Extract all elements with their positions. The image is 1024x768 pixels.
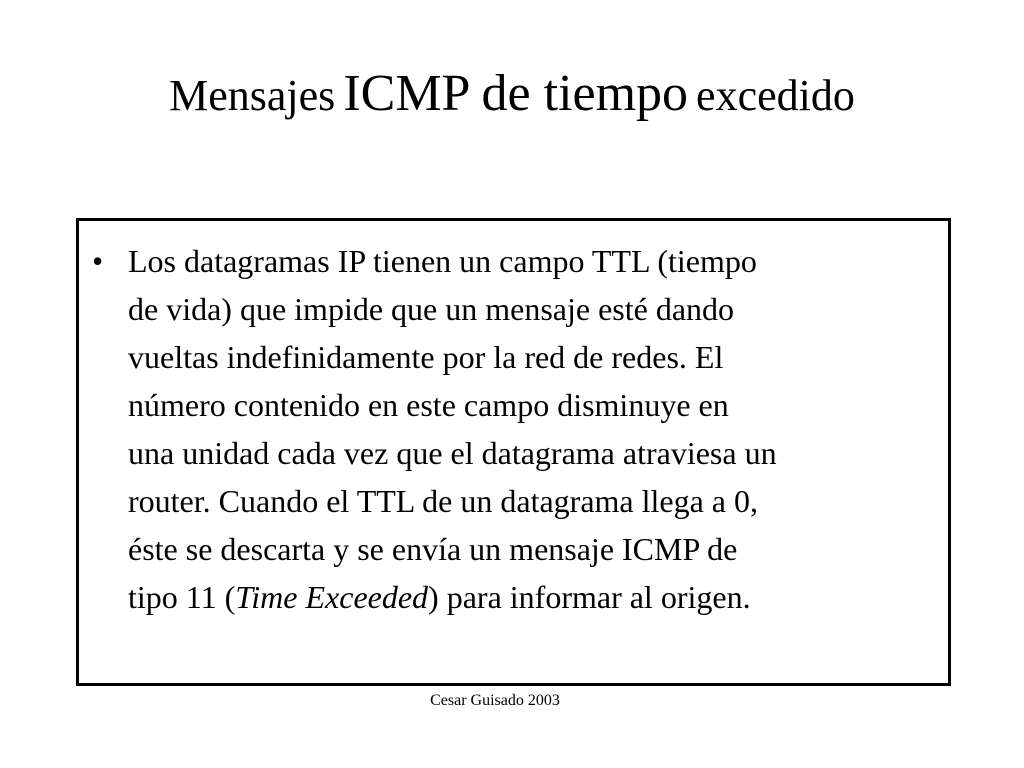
bullet-line-last: [128, 573, 939, 621]
bullet-marker: •: [92, 243, 104, 279]
last-line-before: tipo 11 (: [128, 579, 236, 615]
title-part-2: ICMP de tiempo: [343, 65, 689, 122]
content-box: [76, 218, 951, 686]
title-part-3: excedido: [696, 71, 855, 120]
last-line-after: ) para informar al origen.: [428, 579, 751, 615]
bullet-line: número contenido en este campo disminuye en: [128, 387, 729, 423]
bullet-line: router. Cuando el TTL de un datagrama llega a 0,: [128, 483, 758, 519]
bullet-line: una unidad cada vez que el datagrama atraviesa un: [128, 435, 777, 471]
bullet-line: vueltas indefinidamente por la red de redes. El: [128, 339, 724, 375]
time-exceeded-term: Time Exceeded: [235, 579, 429, 615]
slide-title: [0, 65, 1024, 122]
bullet-line: de vida) que impide que un mensaje esté dando: [128, 291, 735, 327]
bullet-line: Los datagramas IP tienen un campo TTL (tiempo: [128, 243, 757, 279]
bullet-line: éste se descarta y se envía un mensaje ICMP de: [128, 531, 738, 567]
bullet-text: [128, 237, 939, 621]
title-part-1: Mensajes: [169, 71, 336, 120]
footer-credit: Cesar Guisado 2003: [430, 692, 560, 709]
